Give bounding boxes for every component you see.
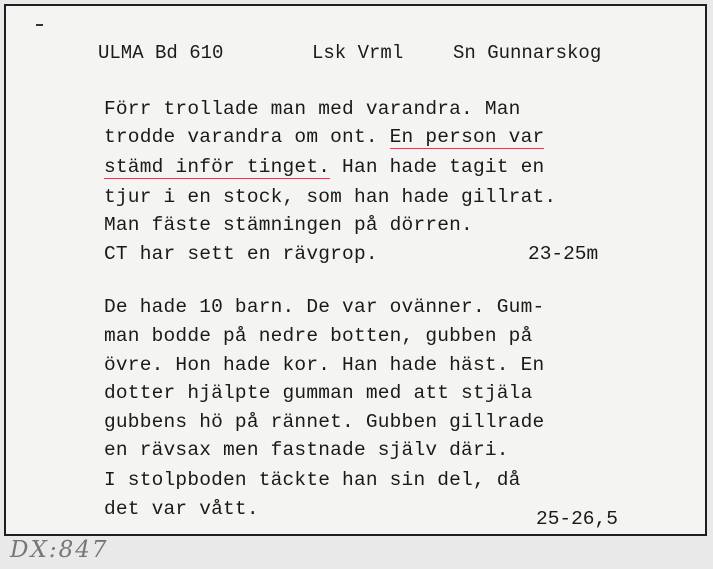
underlined-text: En person var — [389, 126, 545, 148]
paragraph2-line: en rävsax men fastnade själv däri. — [104, 439, 509, 461]
paragraph1-line — [104, 126, 544, 148]
parish-reference: Sn Gunnarskog — [453, 42, 602, 64]
paragraph2-line: gubbens hö på rännet. Gubben gillrade — [104, 411, 545, 433]
paragraph1-line: CT har sett en rävgrop. — [104, 243, 378, 265]
paragraph1-date: 23-25m — [528, 243, 599, 265]
paragraph1-text: Han hade tagit en — [330, 156, 545, 178]
archive-reference: ULMA Bd 610 — [98, 42, 224, 64]
paragraph2-line: övre. Hon hade kor. Han hade häst. En — [104, 354, 545, 376]
paragraph2-line: I stolpboden täckte han sin del, då — [104, 469, 521, 491]
paragraph2-date: 25-26,5 — [536, 508, 618, 530]
corner-mark — [36, 24, 43, 26]
paragraph1-line — [104, 156, 544, 178]
county-reference: Lsk Vrml — [312, 42, 404, 64]
paragraph1-text: trodde varandra om ont. — [104, 126, 378, 148]
underlined-text: stämd inför tinget. — [104, 156, 331, 178]
index-card — [4, 4, 707, 536]
paragraph1-line: Förr trollade man med varandra. Man — [104, 98, 521, 120]
paragraph2-line: man bodde på nedre botten, gubben på — [104, 325, 533, 347]
handwritten-note: DX:847 — [10, 537, 109, 563]
paragraph2-line: De hade 10 barn. De var ovänner. Gum- — [104, 296, 545, 318]
paragraph1-line: Man fäste stämningen på dörren. — [104, 214, 473, 236]
paragraph1-line: tjur i en stock, som han hade gillrat. — [104, 186, 557, 208]
paragraph2-line: det var vått. — [104, 498, 259, 520]
paragraph2-line: dotter hjälpte gumman med att stjäla — [104, 382, 533, 404]
